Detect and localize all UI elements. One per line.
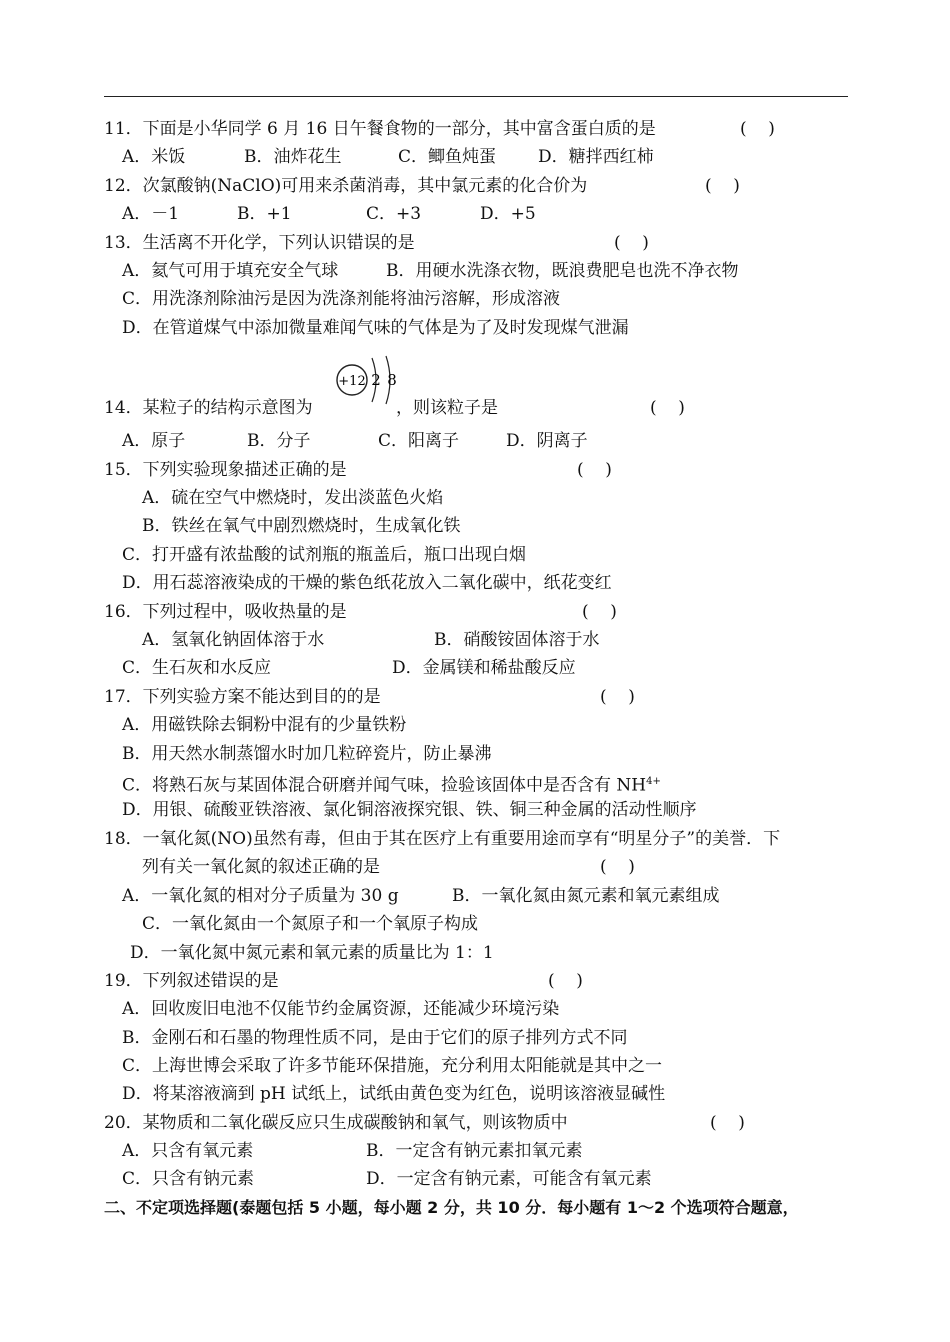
q17-option-d: D．用银、硫酸亚铁溶液、氯化铜溶液探究银、铁、铜三种金属的活动性顺序 — [122, 800, 697, 820]
q20-blank: ( ) — [710, 1113, 745, 1133]
section-2-heading: 二、不定项选择题(泰题包括 5 小题，每小题 2 分，共 10 分．每小题有 1～2 个选项符合题意， — [104, 1198, 799, 1217]
q14-blank: ( ) — [650, 398, 685, 418]
q18-blank: ( ) — [600, 857, 635, 877]
q15-option-d: D．用石蕊溶液染成的干燥的紫色纸花放入二氧化碳中，纸花变红 — [122, 573, 612, 593]
q20-option-b: B．一定含有钠元素扣氧元素 — [366, 1141, 583, 1161]
q14-option-c: C．阳离子 — [378, 431, 460, 451]
q14-option-a: A．原子 — [122, 431, 186, 451]
q12-option-b: B．+1 — [237, 204, 292, 224]
q15-stem: 15．下列实验现象描述正确的是 — [104, 460, 347, 480]
q13-option-c: C．用洗涤剂除油污是因为洗涤剂能将油污溶解，形成溶液 — [122, 289, 561, 309]
q13-option-a: A．氦气可用于填充安全气球 — [122, 261, 339, 281]
q11-option-a: A．米饭 — [122, 147, 186, 167]
q12-option-a: A．－1 — [122, 204, 180, 224]
q19-option-c: C．上海世博会采取了许多节能环保措施，充分利用太阳能就是其中之一 — [122, 1056, 663, 1076]
q11-blank: ( ) — [740, 119, 775, 139]
q20-option-d: D．一定含有钠元素，可能含有氧元素 — [366, 1169, 652, 1189]
q14-stem: 14．某粒子的结构示意图为 — [104, 398, 313, 418]
q14-stem-tail: ，则该粒子是 — [396, 398, 498, 418]
q17-option-c-text: C．将熟石灰与某固体混合研磨并闻气味，捡验该固体中是否含有 NH — [122, 775, 647, 796]
q16-blank: ( ) — [582, 602, 617, 622]
q15-option-b: B．铁丝在氧气中剧烈燃烧时，生成氧化铁 — [142, 516, 461, 536]
q13-stem: 13．生活离不开化学，下列认识错误的是 — [104, 233, 415, 253]
q17-option-a: A．用磁铁除去铜粉中混有的少量铁粉 — [122, 715, 407, 735]
q19-option-b: B．金刚石和石墨的物理性质不同，是由于它们的原子排列方式不同 — [122, 1028, 628, 1048]
q17-option-c — [122, 771, 661, 797]
q16-option-d: D．金属镁和稀盐酸反应 — [392, 658, 576, 678]
q13-blank: ( ) — [614, 233, 649, 253]
q12-stem: 12．次氯酸钠(NaClO)可用来杀菌消毒，其中氯元素的化合价为 — [104, 176, 588, 196]
shell-2-electrons: 8 — [387, 371, 397, 389]
q18-option-a: A．一氧化氮的相对分子质量为 30 g — [122, 886, 399, 906]
q18-stem-line2: 列有关一氧化氮的叙述正确的是 — [142, 857, 380, 877]
q16-stem: 16．下列过程中，吸收热量的是 — [104, 602, 347, 622]
ammonium-ion-charge: 4+ — [646, 776, 661, 787]
q17-stem: 17．下列实验方案不能达到目的的是 — [104, 687, 381, 707]
q12-option-c: C．+3 — [366, 204, 422, 224]
q11-stem: 11．下面是小华同学 6 月 16 日午餐食物的一部分，其中富含蛋白质的是 — [104, 119, 656, 139]
nucleus-charge: +12 — [338, 374, 366, 389]
q18-option-c: C．一氧化氮由一个氮原子和一个氧原子构成 — [142, 914, 479, 934]
q12-option-d: D．+5 — [480, 204, 536, 224]
q19-stem: 19．下列叙述错误的是 — [104, 971, 279, 991]
q16-option-a: A．氢氧化钠固体溶于水 — [142, 630, 325, 650]
q15-blank: ( ) — [577, 460, 612, 480]
q17-blank: ( ) — [600, 687, 635, 707]
q16-option-b: B．硝酸铵固体溶于水 — [434, 630, 600, 650]
q20-option-a: A．只含有氧元素 — [122, 1141, 254, 1161]
q18-option-d: D．一氧化氮中氮元素和氧元素的质量比为 1：1 — [130, 943, 494, 963]
q14-option-d: D．阴离子 — [506, 431, 588, 451]
shell-1-electrons: 2 — [371, 371, 381, 389]
q15-option-a: A．硫在空气中燃烧时，发出淡蓝色火焰 — [142, 488, 444, 508]
q15-option-c: C．打开盛有浓盐酸的试剂瓶的瓶盖后，瓶口出现白烟 — [122, 545, 527, 565]
q12-blank: ( ) — [705, 176, 740, 196]
q13-option-b: B．用硬水洗涤衣物，既浪费肥皂也洗不净衣物 — [386, 261, 739, 281]
q11-option-d: D．糖拌西红柿 — [538, 147, 654, 167]
q19-blank: ( ) — [548, 971, 583, 991]
header-rule — [104, 96, 848, 97]
q14-option-b: B．分子 — [247, 431, 311, 451]
q19-option-a: A．回收废旧电池不仅能节约金属资源，还能减少环境污染 — [122, 999, 560, 1019]
q13-option-d: D．在管道煤气中添加微量难闻气味的气体是为了及时发现煤气泄漏 — [122, 318, 629, 338]
q18-option-b: B．一氧化氮由氮元素和氧元素组成 — [452, 886, 720, 906]
q16-option-c: C．生石灰和水反应 — [122, 658, 272, 678]
q11-option-c: C．鲫鱼炖蛋 — [398, 147, 497, 167]
q19-option-d: D．将某溶液滴到 pH 试纸上，试纸由黄色变为红色，说明该溶液显碱性 — [122, 1084, 666, 1104]
q20-stem: 20．某物质和二氧化碳反应只生成碳酸钠和氧气，则该物质中 — [104, 1113, 568, 1133]
q11-option-b: B．油炸花生 — [244, 147, 342, 167]
q18-stem-line1: 18．一氧化氮(NO)虽然有毒，但由于其在医疗上有重要用途而享有“明星分子”的美誉．下 — [104, 829, 781, 849]
q17-option-b: B．用天然水制蒸馏水时加几粒碎瓷片，防止暴沸 — [122, 744, 492, 764]
q20-option-c: C．只含有钠元素 — [122, 1169, 255, 1189]
